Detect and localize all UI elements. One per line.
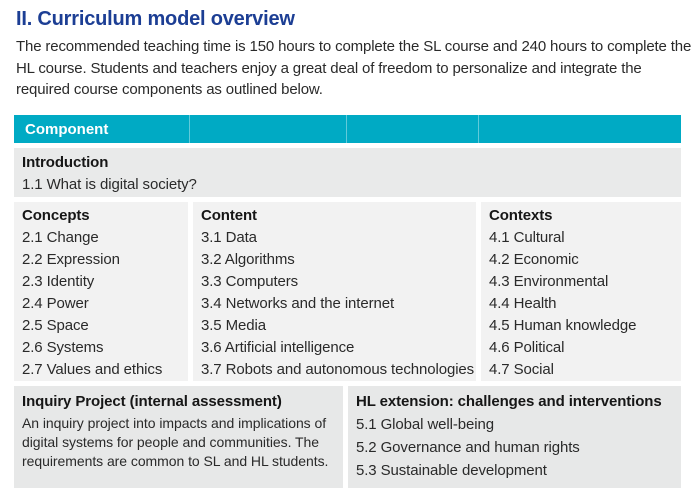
component-header-label: Component xyxy=(25,120,109,138)
list-item: 4.2 Economic xyxy=(489,251,579,268)
list-item: 5.1 Global well-being xyxy=(356,416,494,433)
content-title: Content xyxy=(201,207,257,224)
column-separator xyxy=(478,115,479,143)
row-introduction xyxy=(14,148,681,197)
list-item: 4.1 Cultural xyxy=(489,229,565,246)
column-concepts xyxy=(14,202,188,381)
hl-extension-cell xyxy=(348,386,681,488)
column-separator xyxy=(346,115,347,143)
list-item: 3.6 Artificial intelligence xyxy=(201,339,355,356)
list-item: 2.7 Values and ethics xyxy=(22,361,163,378)
list-item: 3.2 Algorithms xyxy=(201,251,295,268)
list-item: 4.3 Environmental xyxy=(489,273,609,290)
list-item: 3.3 Computers xyxy=(201,273,299,290)
hl-extension-title: HL extension: challenges and interventions xyxy=(356,393,662,410)
list-item: 5.2 Governance and human rights xyxy=(356,439,580,456)
table-header-bar xyxy=(14,115,681,143)
list-item: 5.3 Sustainable development xyxy=(356,462,547,479)
concepts-title: Concepts xyxy=(22,207,90,224)
inquiry-project-cell xyxy=(14,386,343,488)
column-separator xyxy=(189,115,190,143)
list-item: 3.4 Networks and the internet xyxy=(201,295,395,312)
curriculum-table xyxy=(14,115,681,488)
introduction-item: 1.1 What is digital society? xyxy=(22,176,197,193)
list-item: 2.2 Expression xyxy=(22,251,120,268)
column-content xyxy=(193,202,476,381)
list-item: 2.5 Space xyxy=(22,317,89,334)
page-title: II. Curriculum model overview xyxy=(16,8,295,30)
row-bottom xyxy=(14,386,681,488)
list-item: 3.1 Data xyxy=(201,229,257,246)
contexts-title: Contexts xyxy=(489,207,553,224)
intro-paragraph: The recommended teaching time is 150 hours to complete the SL course and 240 hours to complete the HL course. Students and teachers enjoy a great deal of freedom to personalize and integrate the required course components as outlined below. xyxy=(16,38,692,98)
column-contexts xyxy=(481,202,681,381)
row-columns xyxy=(14,202,681,381)
list-item: 2.3 Identity xyxy=(22,273,95,290)
list-item: 2.1 Change xyxy=(22,229,99,246)
introduction-title: Introduction xyxy=(22,154,109,171)
list-item: 3.7 Robots and autonomous technologies xyxy=(201,361,475,378)
inquiry-project-title: Inquiry Project (internal assessment) xyxy=(22,393,282,410)
list-item: 2.6 Systems xyxy=(22,339,104,356)
inquiry-project-description: An inquiry project into impacts and implications of digital systems for people and communities. The requirements are common to SL and HL students. xyxy=(22,415,329,469)
list-item: 4.6 Political xyxy=(489,339,565,356)
list-item: 3.5 Media xyxy=(201,317,266,334)
list-item: 4.7 Social xyxy=(489,361,554,378)
list-item: 2.4 Power xyxy=(22,295,89,312)
list-item: 4.5 Human knowledge xyxy=(489,317,637,334)
list-item: 4.4 Health xyxy=(489,295,557,312)
